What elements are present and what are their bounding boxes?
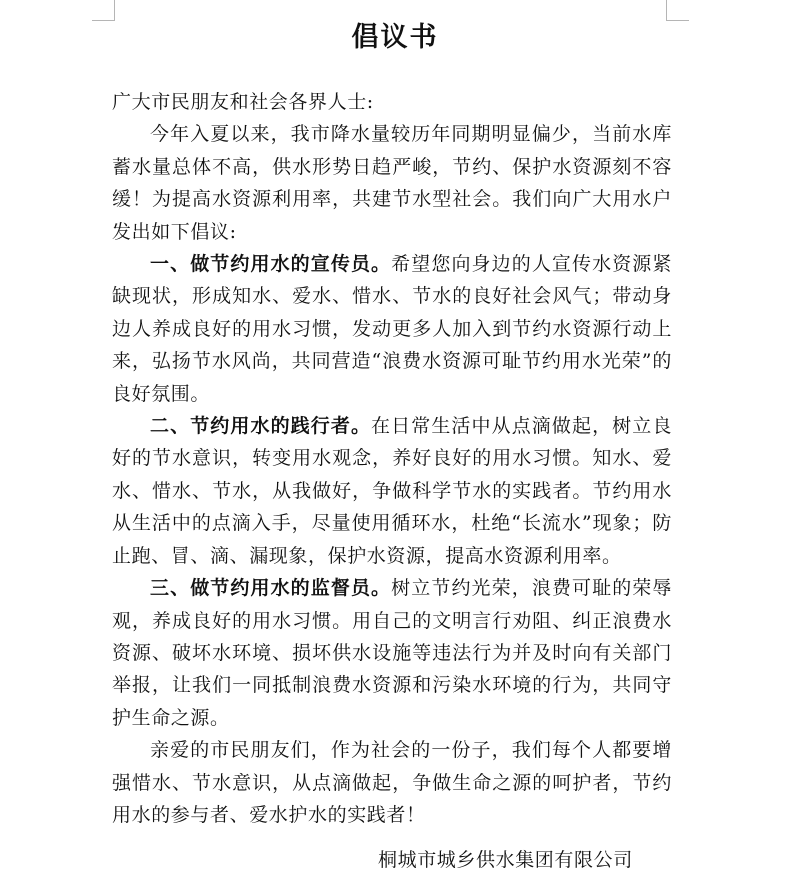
document-body [112,86,672,831]
section-2-heading: 二、节约用水的践行者。 [150,415,372,438]
salutation: 广大市民朋友和社会各界人士: [112,91,374,113]
section-3-heading: 三、做节约用水的监督员。 [150,577,392,600]
section-3-paragraph [112,572,672,734]
section-1-heading: 一、做节约用水的宣传员。 [150,253,392,276]
closing-paragraph: 亲爱的市民朋友们，作为社会的一份子，我们每个人都要增强惜水、节水意识，从点滴做起，争做生命之源的呵护者，节约用水的参与者、爱水护水的实践者！ [112,739,672,826]
section-1-text: 希望您向身边的人宣传水资源紧缺现状，形成知水、爱水、惜水、节水的良好社会风气；带动身边人养成良好的用水习惯，发动更多人加入到节约水资源行动上来，弘扬节水风尚，共同营造“浪费水资源可耻节约用水光荣”的良好氛围。 [112,253,673,405]
section-2-paragraph [112,410,672,572]
section-2-text: 在日常生活中从点滴做起，树立良好的节水意识，转变用水观念，养好良好的用水习惯。知水、爱水、惜水、节水，从我做好，争做科学节水的实践者。节约用水从生活中的点滴入手，尽量使用循环水，杜绝“长流水”现象；防止跑、冒、滴、漏现象，保护水资源，提高水资源利用率。 [112,415,672,567]
section-3-text: 树立节约光荣，浪费可耻的荣辱观，养成良好的用水习惯。用自己的文明言行劝阻、纠正浪费水资源、破坏水环境、损坏供水设施等违法行为并及时向有关部门举报，让我们一同抵制浪费水资源和污染水环境的行为，共同守护生命之源。 [112,577,673,729]
signature: 桐城市城乡供水集团有限公司 [378,849,633,871]
intro-paragraph: 今年入夏以来，我市降水量较历年同期明显偏少，当前水库蓄水量总体不高，供水形势日趋严峻，节约、保护水资源刻不容缓！为提高水资源利用率，共建节水型社会。我们向广大用水户发出如下倡议: [112,123,672,243]
section-1-paragraph [112,248,672,410]
document-title: 倡议书 [351,22,439,53]
